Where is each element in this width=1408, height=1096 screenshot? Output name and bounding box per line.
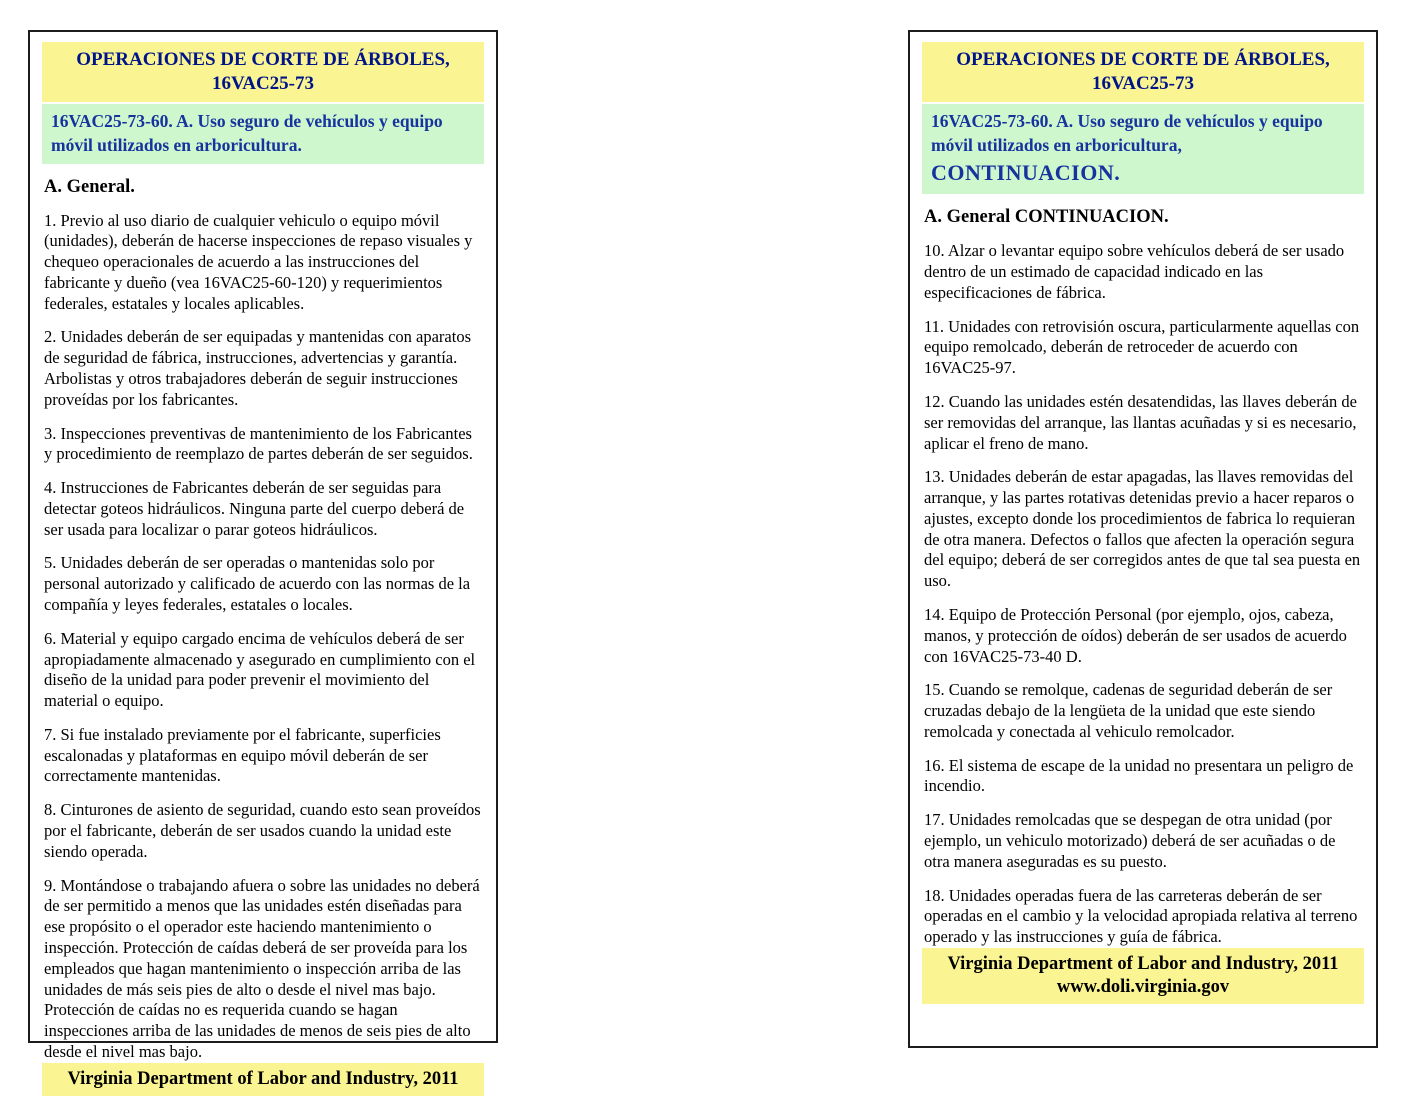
body-paragraph: 2. Unidades deberán de ser equipadas y mantenidas con aparatos de seguridad de fábrica, instrucciones, advertencias y garantía. Arbolistas y otros trabajadores deberán de seguir instrucciones proveídas por los fabricantes. [44,327,472,409]
body-paragraph: 6. Material y equipo cargado encima de vehículos deberá de ser apropiadamente almacenado y asegurado en cumplimiento con el diseño de la unidad para poder prevenir el movimiento del material o equipo. [44,628,476,711]
left-regulation-subtitle: 16VAC25-73-60. A. Uso seguro de vehículos y equipo móvil utilizados en arboricultura. [42,104,484,164]
left-panel [28,30,498,1089]
body-paragraph: 11. Unidades con retrovisión oscura, particularmente aquellas con equipo remolcado, deberán de retroceder de acuerdo con 16VAC25-97. [924,316,1360,378]
left-section-heading: A. General. [44,176,135,197]
left-paragraph-list [42,198,484,1063]
body-paragraph: 1. Previo al uso diario de cualquier vehiculo o equipo móvil (unidades), deberán de hacerse inspecciones de repaso visuales y chequeo operacionales de acuerdo a las instrucciones del fabricante y dueño (vea 16VAC25-60-120) y requerimientos federales, estatales y locales aplicables. [44,210,473,313]
body-paragraph: 13. Unidades deberán de estar apagadas, las llaves removidas del arranque, y las partes rotativas detenidas previo a hacer reparos o ajustes, excepto donde los procedimientos de fabrica lo requieran de otra manera. Defectos o fallos que afecten la operación segura del equipo; deberá de ser corregidos antes de que tal sea puesta en uso. [924,467,1361,591]
right-panel-title: OPERACIONES DE CORTE DE ÁRBOLES, 16VAC25-73 [922,42,1364,102]
body-paragraph: 12. Cuando las unidades estén desatendidas, las llaves deberán de ser removidas del arranque, las llantas acuñadas y si es necesario, aplicar el freno de mano. [924,391,1357,453]
body-paragraph: 16. El sistema de escape de la unidad no presentara un peligro de incendio. [924,755,1354,796]
body-paragraph: 7. Si fue instalado previamente por el fabricante, superficies escalonadas y plataformas en equipo móvil deberán de ser correctamente mantenidas. [44,724,441,786]
body-paragraph: 17. Unidades remolcadas que se despegan de otra unidad (por ejemplo, un vehiculo motorizado) deberá de ser acuñadas o de otra manera aseguradas es su puesto. [924,810,1336,871]
body-paragraph: 8. Cinturones de asiento de seguridad, cuando esto sean proveídos por el fabricante, deberán de ser usados cuando la unidad este siendo operada. [44,800,481,861]
right-regulation-subtitle [922,104,1364,195]
right-subtitle-continuation: CONTINUACION. [931,159,1121,185]
body-paragraph: 5. Unidades deberán de ser operadas o mantenidas solo por personal autorizado y calificado de acuerdo con las normas de la compañía y leyes federales, estatales o locales. [44,553,471,614]
body-paragraph: 4. Instrucciones de Fabricantes deberán de ser seguidas para detectar goteos hidráulicos. Ninguna parte del cuerpo deberá de ser usada para localizar o parar goteos hidráulicos. [44,478,465,539]
right-subtitle-prefix: 16VAC25-73-60. A. Uso seguro de vehículos y equipo móvil utilizados en arboricultura, [931,110,1323,155]
body-paragraph: 18. Unidades operadas fuera de las carreteras deberán de ser operadas en el cambio y la velocidad apropiada relativa al terreno operado y las instrucciones y guía de fábrica. [924,885,1358,947]
left-panel-title: OPERACIONES DE CORTE DE ÁRBOLES, 16VAC25-73 [42,42,484,102]
right-footer-url: www.doli.virginia.gov [1056,977,1230,998]
body-paragraph: 9. Montándose o trabajando afuera o sobre las unidades no deberá de ser permitido a menos que las unidades estén diseñadas para ese propósito o el operador este haciendo mantenimiento o inspección. Protección de caídas deberá de ser proveída para los empleados que hagan mantenimiento o inspección arriba de las unidades de más seis pies de alto o desde el nivel mas bajo. Protección de caídas no es requerida cuando se hagan inspecciones arriba de las unidades de menos de seis pies de alto desde el nivel mas bajo. [44,875,480,1061]
left-footer: Virginia Department of Labor and Industry, 2011 [42,1063,484,1096]
right-panel [908,30,1378,1048]
right-section-heading: A. General CONTINUACION. [924,207,1169,228]
right-footer-line1: Virginia Department of Labor and Industry, 2011 [947,953,1339,974]
body-paragraph: 14. Equipo de Protección Personal (por ejemplo, ojos, cabeza, manos, y protección de oídos) deberán de ser usados de acuerdo con 16VAC25-73-40 D. [924,605,1347,666]
body-paragraph: 10. Alzar o levantar equipo sobre vehículos deberá de ser usado dentro de un estimado de capacidad indicado en las especificaciones de fábrica. [924,241,1345,302]
body-paragraph: 15. Cuando se remolque, cadenas de seguridad deberán de ser cruzadas debajo de la lengüeta de la unidad que este siendo remolcada y conectada al vehiculo remolcador. [924,680,1333,741]
right-footer [922,948,1364,1004]
body-paragraph: 3. Inspecciones preventivas de mantenimiento de los Fabricantes y procedimiento de reemplazo de partes deberán de ser seguidos. [44,423,473,464]
right-paragraph-list [922,228,1364,948]
